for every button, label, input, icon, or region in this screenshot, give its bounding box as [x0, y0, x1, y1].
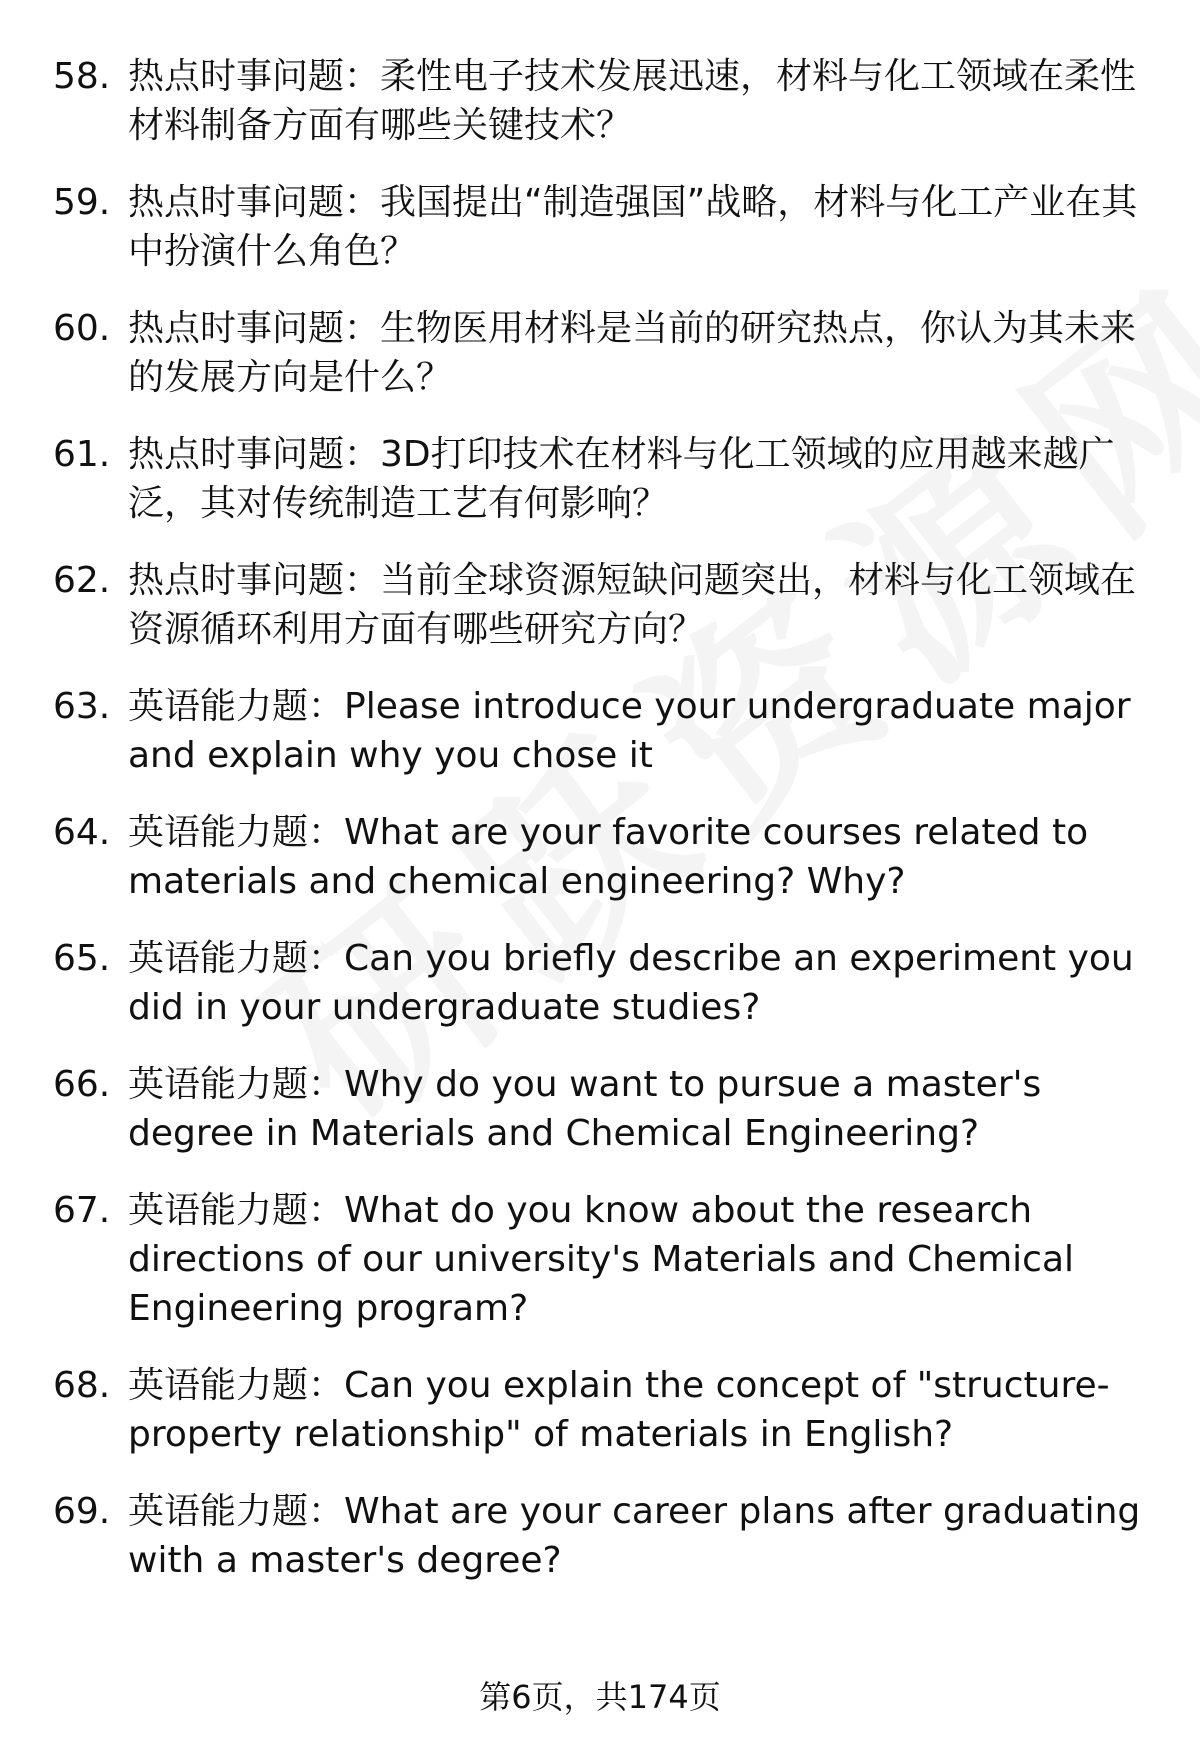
question-text: 热点时事问题：柔性电子技术发展迅速，材料与化工领域在柔性材料制备方面有哪些关键技术？: [128, 56, 1137, 146]
question-item: [0, 682, 1200, 780]
question-item: [0, 808, 1200, 906]
question-text: 英语能力题：Why do you want to pursue a master's degree in Materials and Chemical Engineering?: [128, 1064, 1042, 1154]
question-item: [0, 430, 1200, 528]
question-number: 69.: [53, 1491, 111, 1532]
question-item: [0, 934, 1200, 1032]
question-text: 英语能力题：What do you know about the research directions of our university's Materials and Chemical Engineering program?: [128, 1190, 1075, 1329]
question-item: [0, 52, 1200, 150]
question-number: 60.: [53, 308, 111, 349]
question-text: 热点时事问题：我国提出“制造强国”战略，材料与化工产业在其中扮演什么角色？: [128, 182, 1138, 272]
question-number: 66.: [53, 1064, 111, 1105]
question-text: 英语能力题：What are your career plans after graduating with a master's degree?: [128, 1491, 1141, 1581]
question-number: 67.: [53, 1190, 111, 1231]
question-number: 61.: [53, 434, 111, 475]
question-number: 68.: [53, 1365, 111, 1406]
question-item: [0, 304, 1200, 402]
question-text: 热点时事问题：当前全球资源短缺问题突出，材料与化工领域在资源循环利用方面有哪些研究方向？: [128, 560, 1137, 650]
question-number: 65.: [53, 938, 111, 979]
question-number: 64.: [53, 812, 111, 853]
question-number: 62.: [53, 560, 111, 601]
question-text: 英语能力题：Can you explain the concept of "structure-property relationship" of materials in English?: [128, 1365, 1110, 1455]
question-text: 英语能力题：What are your favorite courses related to materials and chemical engineering? Why?: [128, 812, 1089, 902]
question-number: 58.: [53, 56, 111, 97]
question-text: 英语能力题：Can you briefly describe an experiment you did in your undergraduate studies?: [128, 938, 1134, 1028]
question-item: [0, 1060, 1200, 1158]
question-item: [0, 178, 1200, 276]
question-item: [0, 1487, 1200, 1585]
question-list: [0, 52, 1200, 1613]
question-number: 63.: [53, 686, 111, 727]
question-item: [0, 1361, 1200, 1459]
question-number: 59.: [53, 182, 111, 223]
question-text: 热点时事问题：3D打印技术在材料与化工领域的应用越来越广泛，其对传统制造工艺有何影响？: [128, 434, 1115, 524]
question-item: [0, 556, 1200, 654]
question-item: [0, 1186, 1200, 1333]
page-footer: 第6页，共174页: [479, 1678, 721, 1716]
question-text: 热点时事问题：生物医用材料是当前的研究热点，你认为其未来的发展方向是什么？: [128, 308, 1137, 398]
question-text: 英语能力题：Please introduce your undergraduate major and explain why you chose it: [128, 686, 1131, 776]
